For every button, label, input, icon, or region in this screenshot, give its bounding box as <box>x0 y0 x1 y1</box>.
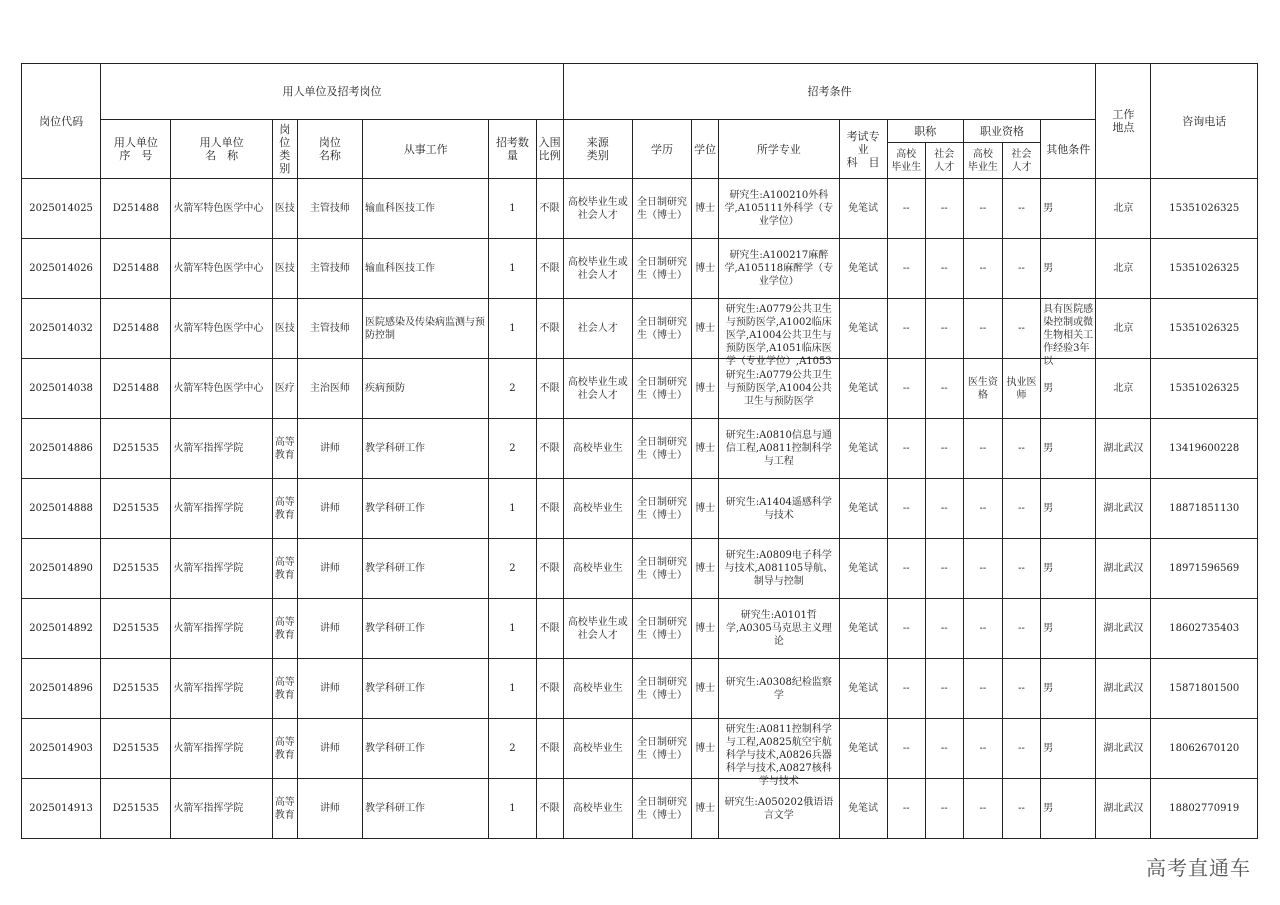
cell-post-type: 高等教育 <box>272 539 297 599</box>
cell-work-location: 北京 <box>1096 239 1151 299</box>
header-employer-name: 用人单位 名 称 <box>171 120 272 179</box>
cell-source: 高校毕业生 <box>563 779 632 839</box>
header-ratio: 入围 比例 <box>536 120 563 179</box>
cell-education: 全日制研究生（博士） <box>632 479 691 539</box>
cell-job-duty: 输血科医技工作 <box>363 239 489 299</box>
cell-ratio: 不限 <box>536 599 563 659</box>
cell-recruit-count: 1 <box>489 659 536 719</box>
header-post-type: 岗位 类别 <box>272 120 297 179</box>
header-source: 来源 类别 <box>563 120 632 179</box>
cell-ratio: 不限 <box>536 659 563 719</box>
header-work-location: 工作 地点 <box>1096 64 1151 179</box>
cell-source: 高校毕业生 <box>563 479 632 539</box>
cell-post-type: 医技 <box>272 179 297 239</box>
table-row <box>22 599 1258 659</box>
cell-employer-no: D251535 <box>101 599 171 659</box>
cell-post-type: 高等教育 <box>272 719 297 779</box>
cell-major <box>719 479 839 539</box>
cell-title-social: -- <box>925 179 963 239</box>
cell-employer-name: 火箭军指挥学院 <box>171 599 272 659</box>
cell-education: 全日制研究生（博士） <box>632 359 691 419</box>
cell-exam-subject: 免笔试 <box>839 479 887 539</box>
cell-exam-subject: 免笔试 <box>839 359 887 419</box>
cell-major <box>719 179 839 239</box>
cell-post-code: 2025014032 <box>22 299 101 359</box>
table-row <box>22 359 1258 419</box>
cell-work-location: 湖北武汉 <box>1096 719 1151 779</box>
table-row <box>22 779 1258 839</box>
cell-title-grad: -- <box>887 179 925 239</box>
cell-other-text: 男 <box>1043 383 1054 394</box>
cell-other-text: 男 <box>1043 683 1054 694</box>
cell-phone: 15351026325 <box>1151 179 1258 239</box>
cell-post-name: 主治医师 <box>297 359 362 419</box>
cell-qual-grad: -- <box>963 539 1002 599</box>
cell-qual-social: -- <box>1002 779 1040 839</box>
cell-source: 高校毕业生或社会人才 <box>563 359 632 419</box>
cell-degree: 博士 <box>692 359 719 419</box>
cell-exam-subject: 免笔试 <box>839 299 887 359</box>
cell-degree: 博士 <box>692 239 719 299</box>
header-title-group: 职称 <box>887 120 963 143</box>
cell-employer-name: 火箭军指挥学院 <box>171 659 272 719</box>
header-major: 所学专业 <box>719 120 839 179</box>
cell-post-type: 高等教育 <box>272 599 297 659</box>
cell-post-type: 医技 <box>272 299 297 359</box>
cell-work-location: 湖北武汉 <box>1096 659 1151 719</box>
cell-post-name: 讲师 <box>297 659 362 719</box>
cell-other <box>1041 419 1096 479</box>
cell-post-code: 2025014896 <box>22 659 101 719</box>
header-employer-no: 用人单位 序 号 <box>101 120 171 179</box>
cell-source: 高校毕业生或社会人才 <box>563 239 632 299</box>
cell-employer-no: D251488 <box>101 359 171 419</box>
cell-major <box>719 359 839 419</box>
cell-education: 全日制研究生（博士） <box>632 179 691 239</box>
cell-title-social: -- <box>925 419 963 479</box>
cell-major-text: 研究生:A0308纪检监察学 <box>725 676 832 701</box>
cell-employer-no: D251488 <box>101 179 171 239</box>
cell-qual-grad: -- <box>963 299 1002 359</box>
cell-recruit-count: 2 <box>489 719 536 779</box>
cell-post-name: 讲师 <box>297 719 362 779</box>
cell-other-text: 男 <box>1043 563 1054 574</box>
cell-source: 高校毕业生 <box>563 419 632 479</box>
cell-exam-subject: 免笔试 <box>839 599 887 659</box>
cell-job-duty: 教学科研工作 <box>363 659 489 719</box>
cell-source: 高校毕业生 <box>563 659 632 719</box>
cell-employer-name: 火箭军指挥学院 <box>171 779 272 839</box>
cell-title-grad: -- <box>887 419 925 479</box>
cell-degree: 博士 <box>692 179 719 239</box>
cell-major <box>719 239 839 299</box>
cell-post-name: 主管技师 <box>297 239 362 299</box>
cell-major-text: 研究生:A100210外科学,A105111外科学（专业学位） <box>724 190 834 227</box>
cell-qual-grad: 医生资格 <box>963 359 1002 419</box>
cell-education: 全日制研究生（博士） <box>632 419 691 479</box>
cell-qual-grad: -- <box>963 479 1002 539</box>
cell-major <box>719 719 839 787</box>
cell-job-duty: 疾病预防 <box>363 359 489 419</box>
cell-exam-subject: 免笔试 <box>839 419 887 479</box>
cell-title-social: -- <box>925 659 963 719</box>
cell-work-location: 湖北武汉 <box>1096 479 1151 539</box>
cell-qual-social: -- <box>1002 179 1040 239</box>
cell-major <box>719 419 839 479</box>
cell-other <box>1041 239 1096 299</box>
cell-phone: 18062670120 <box>1151 719 1258 779</box>
cell-post-code: 2025014888 <box>22 479 101 539</box>
cell-employer-no: D251535 <box>101 539 171 599</box>
cell-work-location: 湖北武汉 <box>1096 779 1151 839</box>
cell-other <box>1041 299 1096 367</box>
cell-employer-name: 火箭军指挥学院 <box>171 719 272 779</box>
cell-employer-name: 火箭军特色医学中心 <box>171 359 272 419</box>
watermark: 高考直通车 <box>1146 856 1251 880</box>
cell-exam-subject: 免笔试 <box>839 239 887 299</box>
header-group-employer: 用人单位及招考岗位 <box>101 64 563 120</box>
cell-other-text: 男 <box>1043 203 1054 214</box>
cell-qual-grad: -- <box>963 779 1002 839</box>
cell-title-social: -- <box>925 539 963 599</box>
cell-major-text: 研究生:A050202俄语语言文学 <box>724 796 834 821</box>
cell-job-duty: 教学科研工作 <box>363 599 489 659</box>
cell-post-code: 2025014890 <box>22 539 101 599</box>
cell-qual-social: -- <box>1002 479 1040 539</box>
cell-degree: 博士 <box>692 599 719 659</box>
cell-employer-no: D251535 <box>101 479 171 539</box>
cell-major-text: 研究生:A0809电子科学与技术,A081105导航、制导与控制 <box>724 550 834 587</box>
cell-recruit-count: 1 <box>489 779 536 839</box>
cell-post-name: 讲师 <box>297 599 362 659</box>
cell-major <box>719 779 839 839</box>
cell-major <box>719 659 839 719</box>
cell-major <box>719 299 839 367</box>
table-body <box>22 179 1258 839</box>
cell-post-name: 主管技师 <box>297 299 362 359</box>
cell-post-name: 讲师 <box>297 779 362 839</box>
cell-title-grad: -- <box>887 779 925 839</box>
cell-phone: 15871801500 <box>1151 659 1258 719</box>
table-row <box>22 419 1258 479</box>
cell-title-social: -- <box>925 779 963 839</box>
cell-exam-subject: 免笔试 <box>839 719 887 779</box>
header-qual-social: 社会 人才 <box>1002 143 1040 179</box>
header-phone: 咨询电话 <box>1151 64 1258 179</box>
cell-recruit-count: 2 <box>489 359 536 419</box>
cell-employer-no: D251535 <box>101 659 171 719</box>
cell-recruit-count: 1 <box>489 179 536 239</box>
cell-post-name: 主管技师 <box>297 179 362 239</box>
cell-other <box>1041 479 1096 539</box>
cell-qual-social: 执业医师 <box>1002 359 1040 419</box>
cell-job-duty: 教学科研工作 <box>363 479 489 539</box>
cell-title-social: -- <box>925 359 963 419</box>
header-degree: 学位 <box>692 120 719 179</box>
cell-title-grad: -- <box>887 359 925 419</box>
cell-other-text: 男 <box>1043 263 1054 274</box>
cell-ratio: 不限 <box>536 359 563 419</box>
cell-major-text: 研究生:A0101哲学,A0305马克思主义理论 <box>725 610 832 647</box>
cell-major-text: 研究生:A0810信息与通信工程,A0811控制科学与工程 <box>725 430 832 467</box>
cell-major-text: 研究生:A0779公共卫生与预防医学,A1002临床医学,A1004公共卫生与预防医学,A1051临床医学（专业学位）,A1053 <box>725 303 832 367</box>
cell-post-type: 医疗 <box>272 359 297 419</box>
cell-recruit-count: 2 <box>489 539 536 599</box>
cell-major-text: 研究生:A0811控制科学与工程,A0825航空宇航科学与技术,A0826兵器科学与技术,A0827核科学与技术 <box>725 723 832 787</box>
cell-recruit-count: 1 <box>489 479 536 539</box>
cell-degree: 博士 <box>692 779 719 839</box>
cell-job-duty: 输血科医技工作 <box>363 179 489 239</box>
cell-post-name: 讲师 <box>297 479 362 539</box>
cell-exam-subject: 免笔试 <box>839 659 887 719</box>
cell-post-name: 讲师 <box>297 539 362 599</box>
cell-education: 全日制研究生（博士） <box>632 239 691 299</box>
cell-employer-no: D251535 <box>101 719 171 779</box>
cell-qual-social: -- <box>1002 299 1040 359</box>
cell-ratio: 不限 <box>536 179 563 239</box>
cell-work-location: 北京 <box>1096 179 1151 239</box>
cell-phone: 15351026325 <box>1151 299 1258 359</box>
table-row <box>22 299 1258 359</box>
cell-qual-social: -- <box>1002 419 1040 479</box>
cell-job-duty: 医院感染及传染病监测与预防控制 <box>363 299 489 359</box>
cell-title-grad: -- <box>887 239 925 299</box>
cell-source: 高校毕业生 <box>563 719 632 779</box>
cell-degree: 博士 <box>692 659 719 719</box>
cell-qual-social: -- <box>1002 239 1040 299</box>
cell-other <box>1041 359 1096 419</box>
cell-post-code: 2025014038 <box>22 359 101 419</box>
cell-recruit-count: 1 <box>489 299 536 359</box>
cell-employer-name: 火箭军特色医学中心 <box>171 179 272 239</box>
cell-recruit-count: 1 <box>489 239 536 299</box>
cell-title-grad: -- <box>887 659 925 719</box>
cell-job-duty: 教学科研工作 <box>363 779 489 839</box>
cell-exam-subject: 免笔试 <box>839 539 887 599</box>
cell-post-name: 讲师 <box>297 419 362 479</box>
cell-title-social: -- <box>925 239 963 299</box>
cell-post-code: 2025014913 <box>22 779 101 839</box>
cell-other <box>1041 539 1096 599</box>
cell-education: 全日制研究生（博士） <box>632 659 691 719</box>
cell-title-grad: -- <box>887 299 925 359</box>
header-group-conditions: 招考条件 <box>563 64 1096 120</box>
cell-employer-name: 火箭军特色医学中心 <box>171 239 272 299</box>
cell-exam-subject: 免笔试 <box>839 779 887 839</box>
cell-title-grad: -- <box>887 719 925 779</box>
header-education: 学历 <box>632 120 691 179</box>
cell-title-social: -- <box>925 719 963 779</box>
cell-phone: 15351026325 <box>1151 359 1258 419</box>
header-post-code: 岗位代码 <box>22 64 101 179</box>
cell-degree: 博士 <box>692 479 719 539</box>
cell-work-location: 北京 <box>1096 299 1151 359</box>
cell-education: 全日制研究生（博士） <box>632 779 691 839</box>
cell-title-grad: -- <box>887 599 925 659</box>
cell-major-text: 研究生:A100217麻醉学,A105118麻醉学（专业学位） <box>724 250 834 287</box>
cell-qual-grad: -- <box>963 179 1002 239</box>
header-job-duty: 从事工作 <box>363 120 489 179</box>
cell-phone: 13419600228 <box>1151 419 1258 479</box>
cell-title-social: -- <box>925 599 963 659</box>
cell-employer-name: 火箭军特色医学中心 <box>171 299 272 359</box>
header-exam-subject: 考试专业 科 目 <box>839 120 887 179</box>
cell-employer-no: D251488 <box>101 299 171 359</box>
cell-title-social: -- <box>925 479 963 539</box>
cell-work-location: 北京 <box>1096 359 1151 419</box>
cell-other-text: 男 <box>1043 503 1054 514</box>
cell-post-code: 2025014886 <box>22 419 101 479</box>
cell-title-social: -- <box>925 299 963 359</box>
cell-qual-social: -- <box>1002 659 1040 719</box>
cell-major-text: 研究生:A1404遥感科学与技术 <box>725 496 832 521</box>
cell-source: 高校毕业生或社会人才 <box>563 179 632 239</box>
header-post-name: 岗位 名称 <box>297 120 362 179</box>
cell-source: 社会人才 <box>563 299 632 359</box>
cell-qual-grad: -- <box>963 599 1002 659</box>
cell-exam-subject: 免笔试 <box>839 179 887 239</box>
cell-qual-social: -- <box>1002 539 1040 599</box>
cell-qual-grad: -- <box>963 239 1002 299</box>
cell-post-code: 2025014892 <box>22 599 101 659</box>
cell-post-type: 高等教育 <box>272 659 297 719</box>
cell-ratio: 不限 <box>536 539 563 599</box>
cell-post-code: 2025014903 <box>22 719 101 779</box>
cell-other <box>1041 599 1096 659</box>
cell-work-location: 湖北武汉 <box>1096 539 1151 599</box>
table-row <box>22 659 1258 719</box>
cell-ratio: 不限 <box>536 239 563 299</box>
cell-qual-grad: -- <box>963 659 1002 719</box>
cell-employer-no: D251488 <box>101 239 171 299</box>
cell-source: 高校毕业生或社会人才 <box>563 599 632 659</box>
cell-degree: 博士 <box>692 419 719 479</box>
cell-title-grad: -- <box>887 539 925 599</box>
cell-phone: 18871851130 <box>1151 479 1258 539</box>
cell-degree: 博士 <box>692 539 719 599</box>
cell-recruit-count: 2 <box>489 419 536 479</box>
cell-recruit-count: 1 <box>489 599 536 659</box>
cell-other <box>1041 659 1096 719</box>
cell-employer-no: D251535 <box>101 779 171 839</box>
cell-phone: 18971596569 <box>1151 539 1258 599</box>
cell-major <box>719 539 839 599</box>
cell-major <box>719 599 839 659</box>
cell-degree: 博士 <box>692 299 719 359</box>
cell-post-type: 高等教育 <box>272 419 297 479</box>
table-row <box>22 179 1258 239</box>
cell-education: 全日制研究生（博士） <box>632 539 691 599</box>
cell-other-text: 男 <box>1043 623 1054 634</box>
cell-work-location: 湖北武汉 <box>1096 599 1151 659</box>
cell-title-grad: -- <box>887 479 925 539</box>
cell-other-text: 具有医院感染控制或微生物相关工作经验3年以 <box>1043 303 1094 367</box>
cell-qual-grad: -- <box>963 719 1002 779</box>
cell-work-location: 湖北武汉 <box>1096 419 1151 479</box>
cell-source: 高校毕业生 <box>563 539 632 599</box>
cell-post-type: 医技 <box>272 239 297 299</box>
header-qualification-group: 职业资格 <box>963 120 1040 143</box>
cell-post-code: 2025014026 <box>22 239 101 299</box>
cell-degree: 博士 <box>692 719 719 779</box>
cell-education: 全日制研究生（博士） <box>632 299 691 359</box>
cell-job-duty: 教学科研工作 <box>363 539 489 599</box>
cell-education: 全日制研究生（博士） <box>632 719 691 779</box>
header-recruit-count: 招考数量 <box>489 120 536 179</box>
cell-ratio: 不限 <box>536 479 563 539</box>
cell-other <box>1041 779 1096 839</box>
cell-employer-name: 火箭军指挥学院 <box>171 479 272 539</box>
cell-other-text: 男 <box>1043 803 1054 814</box>
cell-education: 全日制研究生（博士） <box>632 599 691 659</box>
cell-ratio: 不限 <box>536 299 563 359</box>
cell-post-type: 高等教育 <box>272 479 297 539</box>
cell-employer-name: 火箭军指挥学院 <box>171 419 272 479</box>
table-row <box>22 239 1258 299</box>
cell-employer-name: 火箭军指挥学院 <box>171 539 272 599</box>
header-title-grad: 高校 毕业生 <box>887 143 925 179</box>
cell-qual-social: -- <box>1002 719 1040 779</box>
cell-ratio: 不限 <box>536 719 563 779</box>
cell-employer-no: D251535 <box>101 419 171 479</box>
cell-phone: 18802770919 <box>1151 779 1258 839</box>
cell-phone: 18602735403 <box>1151 599 1258 659</box>
cell-job-duty: 教学科研工作 <box>363 419 489 479</box>
cell-ratio: 不限 <box>536 419 563 479</box>
cell-other <box>1041 179 1096 239</box>
cell-qual-social: -- <box>1002 599 1040 659</box>
cell-other-text: 男 <box>1043 443 1054 454</box>
cell-other-text: 男 <box>1043 743 1054 754</box>
table-row <box>22 479 1258 539</box>
header-qual-grad: 高校 毕业生 <box>963 143 1002 179</box>
cell-major-text: 研究生:A0779公共卫生与预防医学,A1004公共卫生与预防医学 <box>725 370 832 407</box>
table-row <box>22 539 1258 599</box>
cell-phone: 15351026325 <box>1151 239 1258 299</box>
recruitment-table <box>21 63 1258 839</box>
cell-qual-grad: -- <box>963 419 1002 479</box>
cell-other <box>1041 719 1096 779</box>
cell-job-duty: 教学科研工作 <box>363 719 489 779</box>
header-title-social: 社会 人才 <box>925 143 963 179</box>
header-other: 其他条件 <box>1041 120 1096 179</box>
cell-post-type: 高等教育 <box>272 779 297 839</box>
cell-post-code: 2025014025 <box>22 179 101 239</box>
table-row <box>22 719 1258 779</box>
cell-ratio: 不限 <box>536 779 563 839</box>
